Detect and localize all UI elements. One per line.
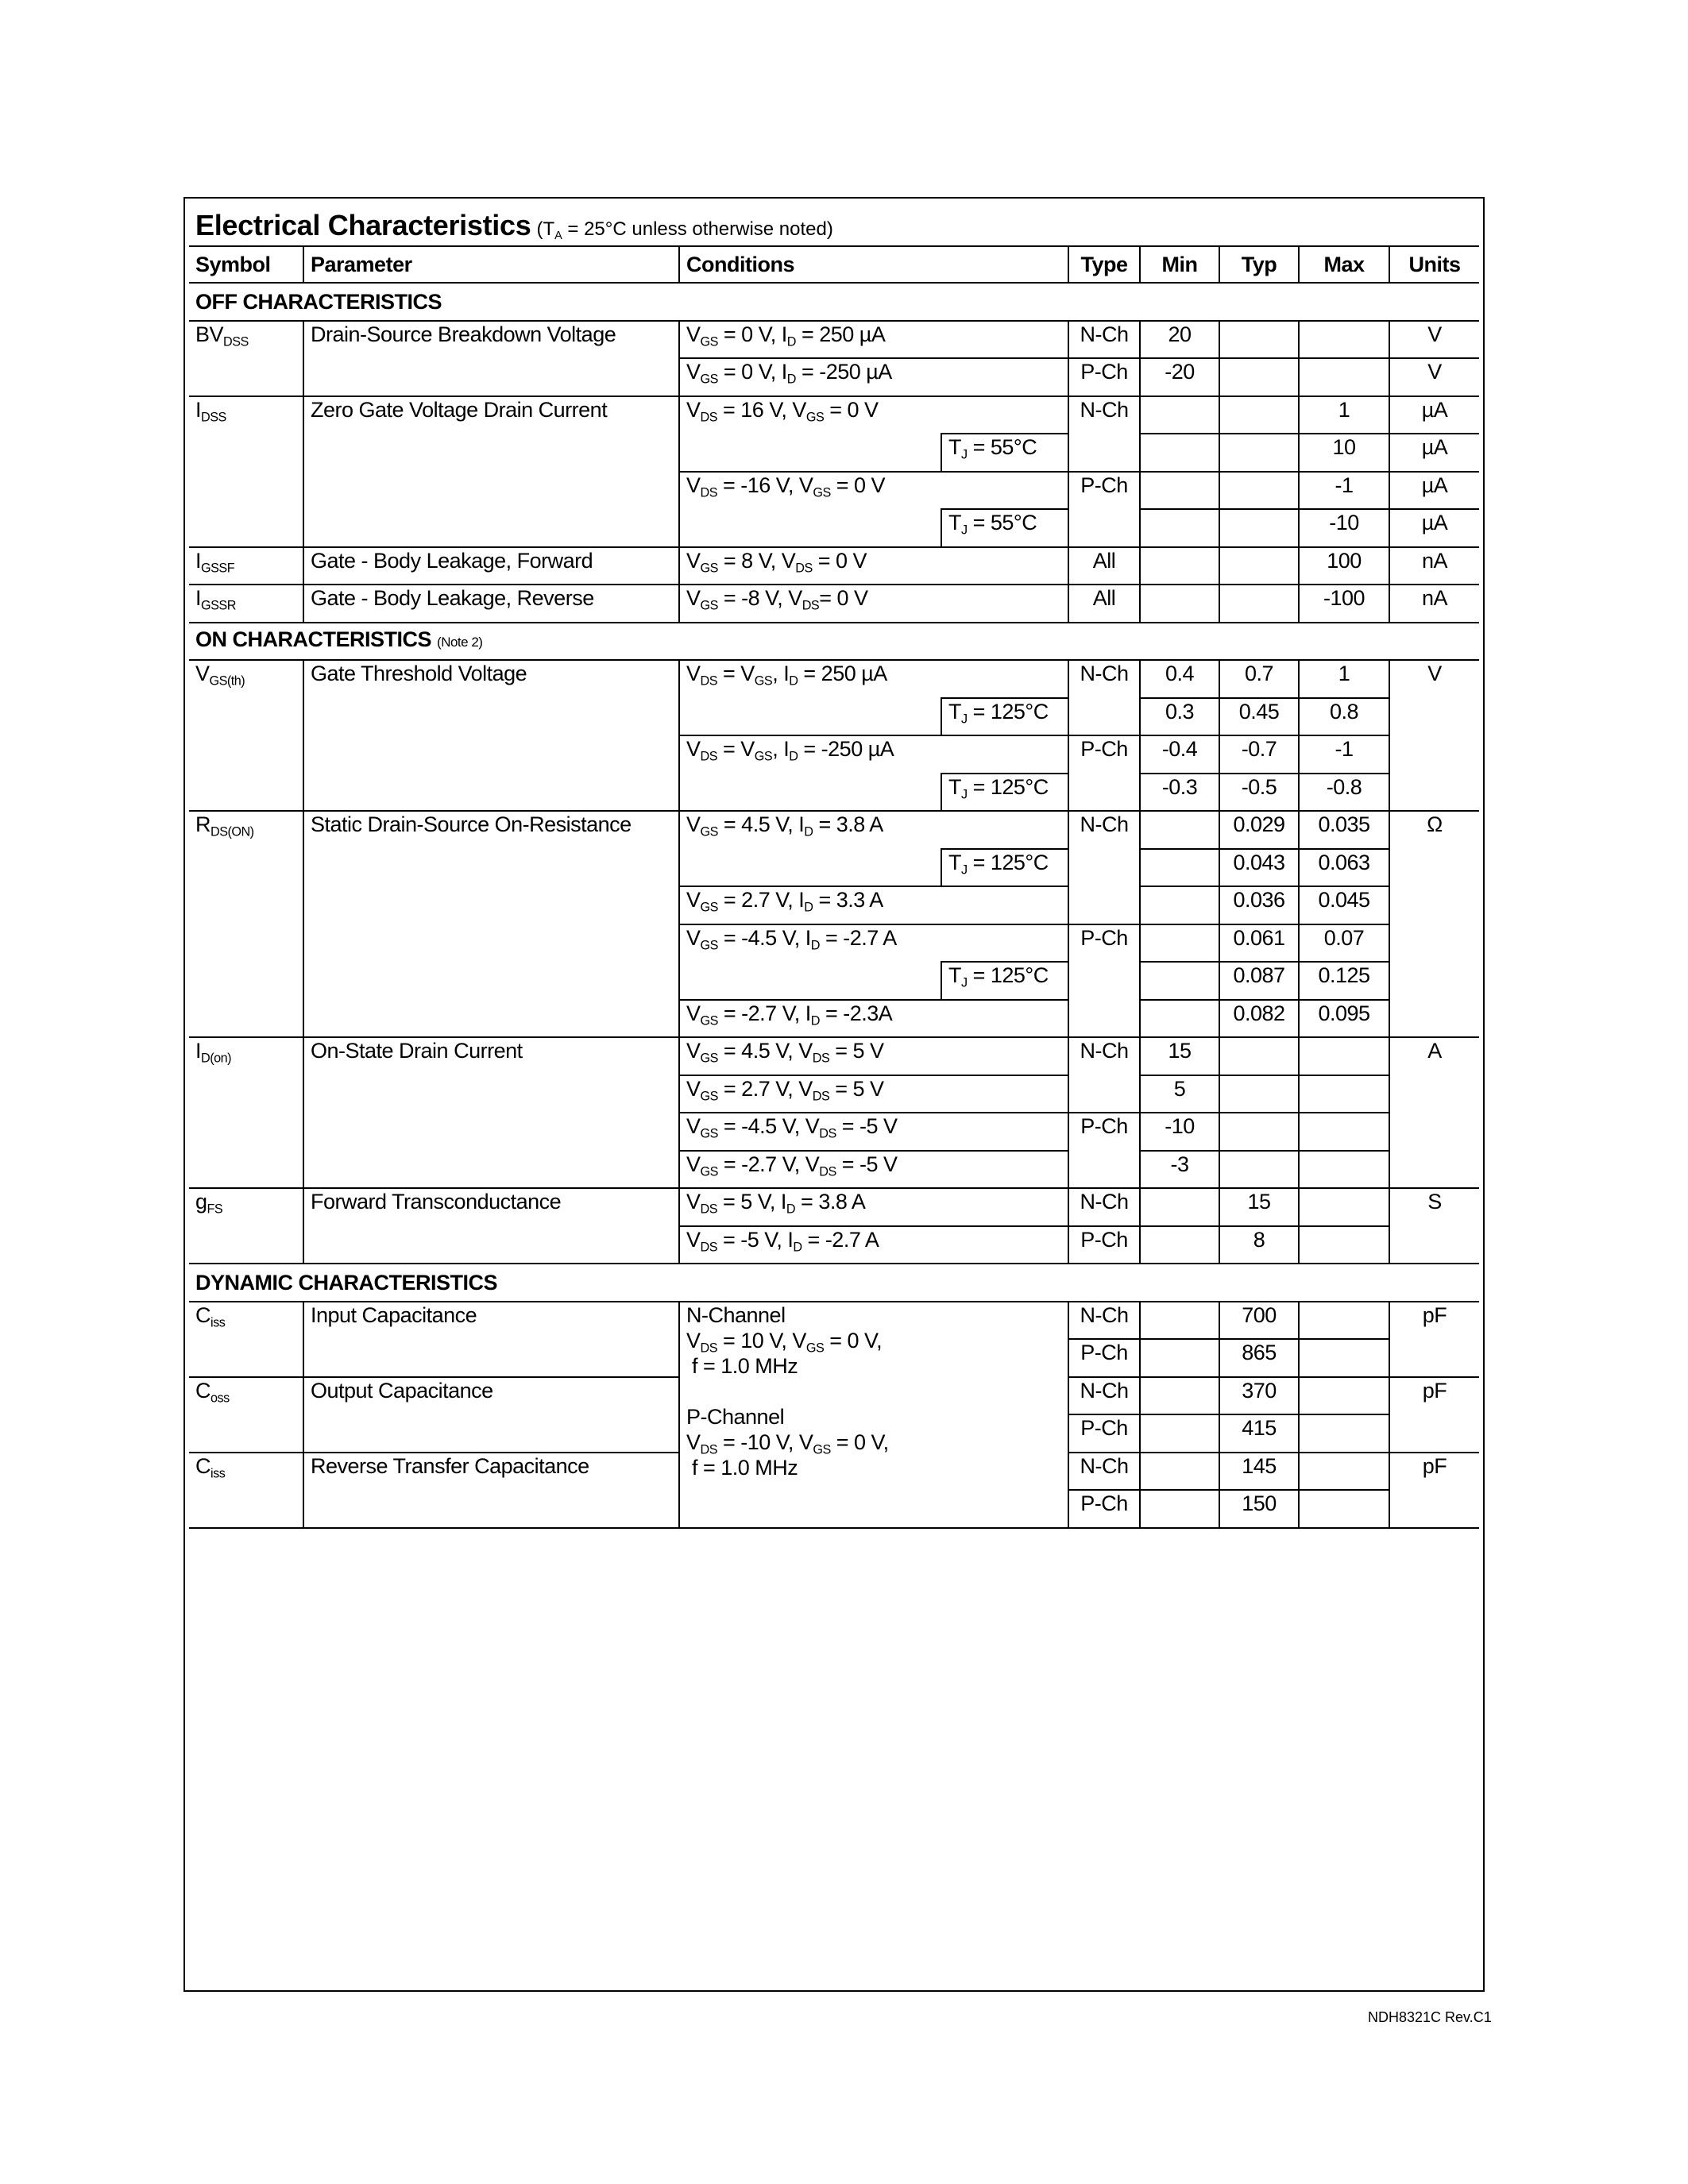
- section-dynamic: DYNAMIC CHARACTERISTICS: [189, 1264, 1479, 1302]
- table-row: P-Ch 415: [189, 1414, 1479, 1453]
- table-row: $V_{GS} = 2.7$ V, $I_D = 3.3$ A 0.036 0.045: [189, 886, 1479, 924]
- symbol-ciss: $C_{iss}$: [189, 1302, 303, 1377]
- param-bvdss: Drain-Source Breakdown Voltage: [303, 321, 679, 396]
- header-type: Type: [1068, 246, 1140, 283]
- table-row: $V_{GS} = -2.7$ V, $I_D = -2.3A$ 0.082 0.095: [189, 1000, 1479, 1038]
- param-idss: Zero Gate Voltage Drain Current: [303, 396, 679, 547]
- table-row: $T_J = 55^\circ C$ 10 µA: [189, 434, 1479, 472]
- section-on: ON CHARACTERISTICS (Note 2): [189, 623, 1479, 661]
- table-row: P-Ch 150: [189, 1490, 1479, 1528]
- table-row: P-Ch 865: [189, 1339, 1479, 1377]
- electrical-characteristics-table: [189, 206, 1479, 1529]
- footer-revision: NDH8321C Rev.C1: [1368, 2009, 1492, 2025]
- table-row: $C_{oss}$ Output Capacitance N-Ch 370 pF: [189, 1377, 1479, 1415]
- table-row: $V_{DS} = -16$ V, $V_{GS} = 0$ V P-Ch -1 µA: [189, 472, 1479, 510]
- symbol-idon: $I_{D(on)}$: [189, 1037, 303, 1188]
- header-conditions: Conditions: [679, 246, 1068, 283]
- table-row: $T_J = 125^\circ C$ 0.043 0.063: [189, 849, 1479, 887]
- header-symbol: Symbol: [189, 246, 303, 283]
- table-row: $C_{iss}$ Reverse Transfer Capacitance N-Ch 145 pF: [189, 1453, 1479, 1491]
- table-row: $BV_{DSS}$ Drain-Source Breakdown Voltage $V_{GS} = 0$ V, $I_D = 250$ µA N-Ch 20 V: [189, 321, 1479, 359]
- symbol-gfs: $g_{FS}$: [189, 1188, 303, 1264]
- header-units: Units: [1389, 246, 1479, 283]
- condition: $V_{GS} = 0$ V, $I_D = 250$ µA: [679, 321, 1068, 359]
- header-row: [189, 246, 1479, 283]
- title-note: ($T_A = 25^\circ C$ unless otherwise noted): [536, 218, 833, 243]
- symbol-coss: $C_{oss}$: [189, 1377, 303, 1453]
- table-row: $g_{FS}$ Forward Transconductance $V_{DS} = 5$ V, $I_D = 3.8$ A N-Ch 15 S: [189, 1188, 1479, 1226]
- table-row: $R_{DS(ON)}$ Static Drain-Source On-Resistance $V_{GS} = 4.5$ V, $I_D = 3.8$ A N-Ch 0.029 0.035 Ω: [189, 811, 1479, 849]
- table-row: $V_{GS} = -4.5$ V, $V_{DS} = -5$ V P-Ch -10: [189, 1113, 1479, 1151]
- symbol-crss: $C_{iss}$: [189, 1453, 303, 1528]
- table-row: $V_{GS} = 0$ V, $I_D = -250$ µA P-Ch -20 V: [189, 358, 1479, 396]
- header-max: Max: [1299, 246, 1389, 283]
- table-row: $I_{D(on)}$ On-State Drain Current $V_{GS} = 4.5$ V, $V_{DS} = 5$ V N-Ch 15 A: [189, 1037, 1479, 1075]
- table-row: $V_{GS} = 2.7$ V, $V_{DS} = 5$ V 5: [189, 1075, 1479, 1113]
- table-row: $V_{DS} = -5$ V, $I_D = -2.7$ A P-Ch 8: [189, 1226, 1479, 1264]
- symbol-igssr: $I_{GSSR}$: [189, 585, 303, 623]
- table-row: $T_J = 125^\circ C$ 0.087 0.125: [189, 962, 1479, 1000]
- table-row: $T_J = 55^\circ C$ -10 µA: [189, 509, 1479, 547]
- table-row: $V_{GS} = -2.7$ V, $V_{DS} = -5$ V -3: [189, 1151, 1479, 1189]
- symbol-igssf: $I_{GSSF}$: [189, 547, 303, 585]
- symbol-bvdss: $BV_{DSS}$: [189, 321, 303, 396]
- table-row: $V_{GS(th)}$ Gate Threshold Voltage $V_{DS} = V_{GS}$, $I_D = 250$ µA N-Ch 0.4 0.7 1 V: [189, 660, 1479, 698]
- table-row: $I_{DSS}$ Zero Gate Voltage Drain Current $V_{DS} = 16$ V, $V_{GS} = 0$ V N-Ch 1 µA: [189, 396, 1479, 434]
- table-title: Electrical Characteristics ($T_A = 25^\circ C$ unless otherwise noted): [189, 206, 1479, 246]
- symbol-rdson: $R_{DS(ON)}$: [189, 811, 303, 1037]
- table-row: $T_J = 125^\circ C$ -0.3 -0.5 -0.8: [189, 774, 1479, 812]
- dynamic-conditions: N-Channel $V_{DS} = 10$ V, $V_{GS} = 0$ V, f = 1.0 MHz P-Channel $V_{DS} = -10$ V, $V_{GS} = 0$ V, f = 1.0 MHz: [679, 1302, 1068, 1528]
- table-row: $T_J = 125^\circ C$ 0.3 0.45 0.8: [189, 698, 1479, 736]
- table-row: $I_{GSSR}$ Gate - Body Leakage, Reverse $V_{GS} = -8$ V, $V_{DS}= 0$ V All -100 nA: [189, 585, 1479, 623]
- header-min: Min: [1140, 246, 1219, 283]
- header-parameter: Parameter: [303, 246, 679, 283]
- table-row: $V_{DS} = V_{GS}$, $I_D = -250$ µA P-Ch -0.4 -0.7 -1: [189, 735, 1479, 774]
- header-typ: Typ: [1219, 246, 1299, 283]
- symbol-idss: $I_{DSS}$: [189, 396, 303, 547]
- table-row: $V_{GS} = -4.5$ V, $I_D = -2.7$ A P-Ch 0.061 0.07: [189, 924, 1479, 963]
- symbol-vgsth: $V_{GS(th)}$: [189, 660, 303, 811]
- table-row: $I_{GSSF}$ Gate - Body Leakage, Forward $V_{GS} = 8$ V, $V_{DS} = 0$ V All 100 nA: [189, 547, 1479, 585]
- table-row: $C_{iss}$ Input Capacitance N-Channel $V_{DS} = 10$ V, $V_{GS} = 0$ V, f = 1.0 MHz P-Channel $V_{DS} = -10$ V, $V_{GS} = 0$ V, f = 1.0 MHz N-Ch 700 pF: [189, 1302, 1479, 1340]
- condition: $V_{GS} = 0$ V, $I_D = -250$ µA: [679, 358, 1068, 396]
- section-off: OFF CHARACTERISTICS: [189, 283, 1479, 321]
